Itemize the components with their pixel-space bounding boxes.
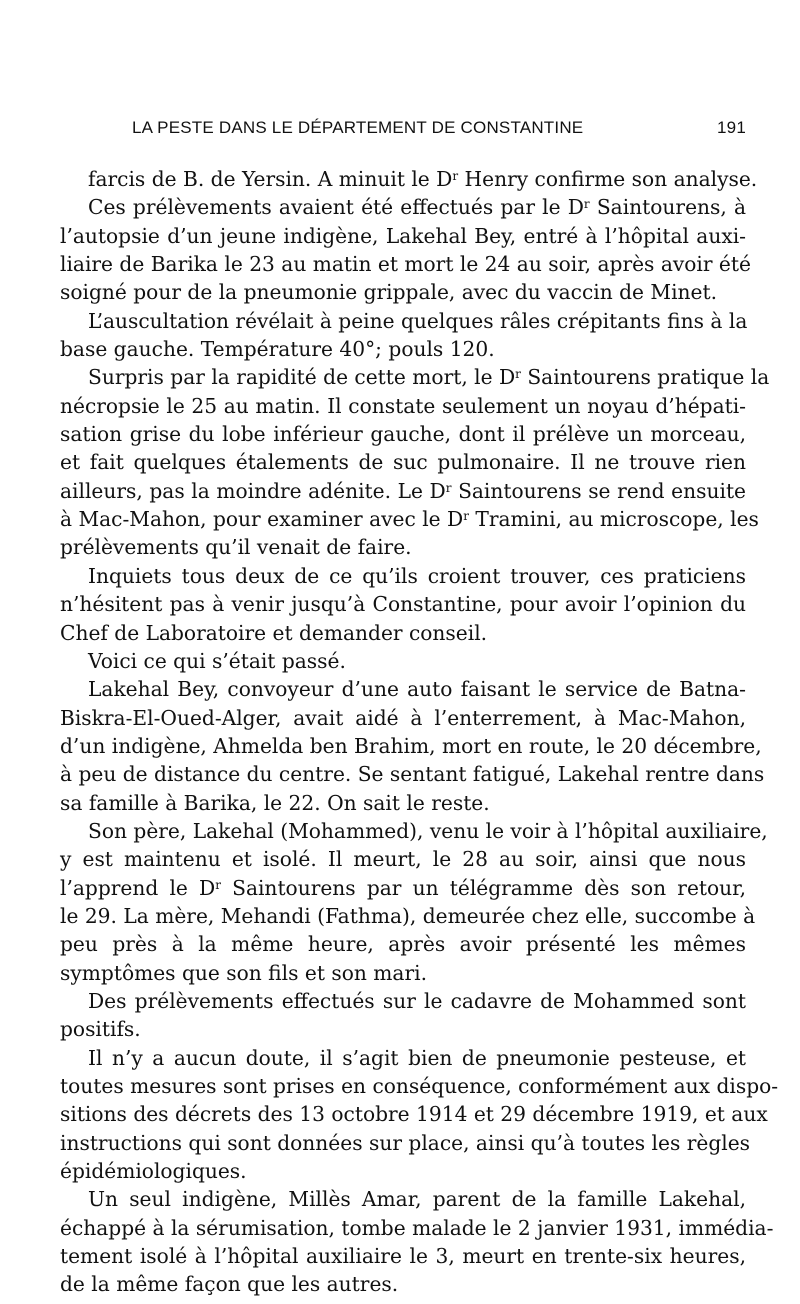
- paragraph: [60, 817, 768, 987]
- text-line: [60, 335, 746, 363]
- text-line: [60, 1100, 768, 1128]
- text-line: [60, 222, 746, 250]
- text-line: [60, 448, 746, 476]
- line-text: soigné pour de la pneumonie grippale, avec du vaccin de Minet.: [60, 280, 718, 305]
- text-line: [60, 845, 746, 873]
- line-text: Son père, Lakehal (Mohammed), venu le voir à l’hôpital auxiliaire,: [88, 818, 768, 843]
- text-line: [60, 420, 746, 448]
- line-text: n’hésitent pas à venir jusqu’à Constantine, pour avoir l’opinion du: [60, 592, 746, 617]
- line-text: Saintourens, à: [589, 195, 747, 220]
- line-text: Biskra-El-Oued-Alger, avait aidé à l’enterrement, à Mac-Mahon,: [60, 705, 746, 730]
- line-text: Il n’y a aucun doute, il s’agit bien de pneumonie pesteuse, et: [88, 1045, 746, 1070]
- text-line: [60, 902, 756, 930]
- line-text: L’auscultation révélait à peine quelques râles crépitants fins à la: [88, 308, 748, 333]
- text-line: [60, 1044, 746, 1072]
- text-line: [60, 704, 746, 732]
- text-line: [60, 1129, 751, 1157]
- line-text: Tramini, au microscope, les: [468, 507, 759, 532]
- text-line: [60, 675, 746, 703]
- line-text: Surpris par la rapidité de cette mort, le D: [88, 365, 516, 390]
- text-line: [60, 987, 746, 1015]
- line-text: Saintourens se rend ensuite: [451, 478, 747, 503]
- text-line: [60, 959, 746, 987]
- text-line: [60, 1214, 774, 1242]
- line-text: y est maintenu et isolé. Il meurt, le 28 au soir, ainsi que nous: [60, 847, 746, 872]
- line-text: à Mac-Mahon, pour examiner avec le D: [60, 507, 464, 532]
- line-text: tement isolé à l’hôpital auxiliaire le 3, meurt en trente-six heures,: [60, 1244, 746, 1269]
- paragraph: [60, 562, 746, 647]
- body-text: [60, 165, 779, 1299]
- text-line: [60, 732, 762, 760]
- text-line: [60, 363, 770, 391]
- line-text: Saintourens pratique la: [520, 365, 770, 390]
- line-text: nécropsie le 25 au matin. Il constate seulement un noyau d’hépati-: [60, 393, 746, 418]
- line-text: Ces prélèvements avaient été effectués par le D: [88, 195, 584, 220]
- text-line: [60, 874, 746, 902]
- text-line: [60, 760, 765, 788]
- paragraph: [60, 193, 751, 306]
- line-text: Des prélèvements effectués sur le cadavre de Mohammed sont: [88, 988, 746, 1013]
- line-text: et fait quelques étalements de suc pulmonaire. Il ne trouve rien: [60, 450, 746, 475]
- superscript: r: [215, 877, 221, 892]
- text-line: [60, 193, 746, 221]
- paragraph: [60, 363, 770, 561]
- line-text: de la même façon que les autres.: [60, 1272, 399, 1297]
- running-head: [132, 116, 746, 142]
- line-text: Chef de Laboratoire et demander conseil.: [60, 620, 488, 645]
- line-text: Saintourens par un télégramme dès son retour,: [220, 875, 747, 900]
- paragraph: [60, 165, 758, 193]
- paragraph: [60, 987, 746, 1044]
- line-text: prélèvements qu’il venait de faire.: [60, 535, 412, 560]
- line-text: d’un indigène, Ahmelda ben Brahim, mort en route, le 20 décembre,: [60, 733, 762, 758]
- line-text: le 29. La mère, Mehandi (Fathma), demeurée chez elle, succombe à: [60, 903, 756, 928]
- text-line: [60, 1270, 746, 1298]
- superscript: r: [463, 509, 469, 524]
- superscript: r: [515, 367, 521, 382]
- page-number: 191: [717, 118, 746, 137]
- text-line: [60, 250, 751, 278]
- text-line: [60, 590, 746, 618]
- line-text: échappé à la sérumisation, tombe malade le 2 janvier 1931, immédia-: [60, 1215, 774, 1240]
- text-line: [60, 562, 746, 590]
- line-text: l’autopsie d’un jeune indigène, Lakehal Bey, entré à l’hôpital auxi-: [60, 223, 746, 248]
- text-line: [60, 278, 746, 306]
- line-text: positifs.: [60, 1017, 141, 1042]
- running-title: LA PESTE DANS LE DÉPARTEMENT DE CONSTANTINE: [132, 118, 584, 137]
- superscript: r: [452, 169, 459, 183]
- text-line: [60, 1157, 746, 1185]
- text-line: [60, 1072, 779, 1100]
- line-text: épidémiologiques.: [60, 1159, 247, 1184]
- line-text: Henry confirme son analyse.: [458, 167, 758, 191]
- line-text: toutes mesures sont prises en conséquence, conformément aux dispo-: [60, 1074, 779, 1098]
- line-text: base gauche. Température 40°; pouls 120.: [60, 337, 495, 362]
- line-text: l’apprend le D: [60, 875, 216, 900]
- text-line: [60, 477, 746, 505]
- text-line: [60, 1015, 746, 1043]
- line-text: Lakehal Bey, convoyeur d’une auto faisant le service de Batna-: [88, 677, 746, 702]
- superscript: r: [583, 197, 590, 212]
- line-text: liaire de Barika le 23 au matin et mort le 24 au soir, après avoir été: [60, 252, 751, 277]
- paragraph: [60, 647, 746, 675]
- paragraph: [60, 1185, 774, 1298]
- superscript: r: [445, 480, 452, 495]
- text-line: [60, 817, 768, 845]
- line-text: sation grise du lobe inférieur gauche, dont il prélève un morceau,: [60, 422, 746, 447]
- text-line: [60, 505, 759, 533]
- paragraph: [60, 675, 765, 817]
- paragraph: [60, 1044, 779, 1186]
- line-text: Inquiets tous deux de ce qu’ils croient trouver, ces praticiens: [88, 563, 746, 588]
- line-text: farcis de B. de Yersin. A minuit le D: [88, 167, 453, 191]
- line-text: ailleurs, pas la moindre adénite. Le D: [60, 478, 446, 503]
- text-line: [60, 619, 746, 647]
- line-text: sitions des décrets des 13 octobre 1914 et 29 décembre 1919, et aux: [60, 1102, 768, 1127]
- line-text: instructions qui sont données sur place, ainsi qu’à toutes les règles: [60, 1130, 751, 1155]
- text-line: [60, 307, 746, 335]
- line-text: Un seul indigène, Millès Amar, parent de la famille Lakehal,: [88, 1187, 746, 1212]
- text-line: [60, 930, 746, 958]
- line-text: Voici ce qui s’était passé.: [88, 648, 346, 673]
- text-line: [60, 1185, 746, 1213]
- text-line: [60, 789, 746, 817]
- text-line: [60, 165, 758, 193]
- text-line: [60, 1242, 746, 1270]
- line-text: symptômes que son fils et son mari.: [60, 960, 427, 985]
- text-line: [60, 647, 746, 675]
- text-line: [60, 533, 746, 561]
- paragraph: [60, 307, 746, 364]
- text-line: [60, 392, 746, 420]
- line-text: peu près à la même heure, après avoir présenté les mêmes: [60, 932, 746, 957]
- line-text: sa famille à Barika, le 22. On sait le reste.: [60, 790, 490, 815]
- line-text: à peu de distance du centre. Se sentant fatigué, Lakehal rentre dans: [60, 762, 765, 787]
